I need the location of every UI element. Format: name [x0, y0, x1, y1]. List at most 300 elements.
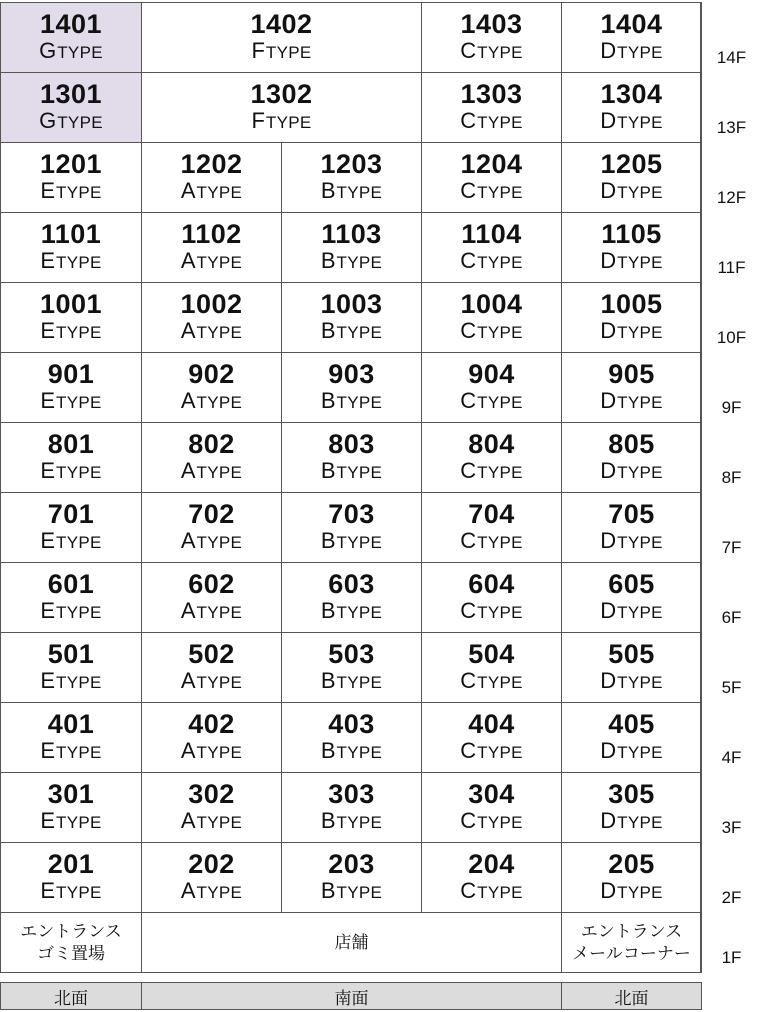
unit-number: 1404	[600, 9, 663, 39]
unit-type-word: TYPE	[477, 813, 523, 832]
unit-type-letter: B	[320, 738, 336, 763]
unit-type-word: TYPE	[265, 113, 312, 132]
unit-number: 803	[328, 429, 375, 459]
shop-cell	[141, 912, 562, 973]
unit-type-word: TYPE	[196, 603, 243, 622]
unit-number: 205	[608, 849, 655, 879]
unit-number: 404	[468, 709, 515, 739]
unit-type-word: TYPE	[477, 743, 523, 762]
unit-type	[460, 529, 523, 555]
unit-number: 903	[328, 359, 375, 389]
unit-cell	[0, 492, 142, 563]
floor-label: 7F	[700, 492, 762, 562]
unit-cell	[421, 772, 562, 843]
unit-type-letter: A	[180, 528, 196, 553]
unit-cell	[0, 702, 142, 773]
unit-type-word: TYPE	[617, 533, 663, 552]
unit-cell	[281, 422, 422, 493]
unit-cell	[141, 772, 282, 843]
unit-cell	[421, 212, 562, 283]
unit-cell	[421, 422, 562, 493]
unit-cell	[561, 282, 702, 353]
unit-type	[39, 109, 103, 135]
unit-type	[40, 809, 101, 835]
unit-type-letter: A	[180, 178, 196, 203]
unit-number: 504	[468, 639, 515, 669]
unit-cell	[281, 352, 422, 423]
unit-cell	[561, 562, 702, 633]
unit-number: 801	[47, 429, 95, 459]
unit-type-word: TYPE	[336, 183, 383, 202]
unit-number: 1104	[461, 219, 522, 249]
unit-number: 1403	[460, 9, 523, 39]
unit-type	[321, 739, 382, 765]
unit-type-letter: B	[320, 528, 336, 553]
unit-cell	[141, 212, 282, 283]
floor-label: 1F	[700, 912, 762, 972]
unit-type-letter: D	[600, 458, 617, 483]
unit-type-word: TYPE	[617, 673, 663, 692]
unit-type-letter: C	[460, 38, 477, 63]
unit-cell	[421, 842, 562, 913]
floor-label: 4F	[700, 702, 762, 772]
unit-type-letter: E	[40, 248, 56, 273]
unit-type	[460, 599, 523, 625]
floor-label: 2F	[700, 842, 762, 912]
unit-type	[600, 879, 663, 905]
unit-type-word: TYPE	[336, 743, 383, 762]
unit-number: 701	[47, 499, 95, 529]
unit-type-word: TYPE	[336, 323, 383, 342]
unit-number: 702	[188, 499, 235, 529]
unit-type-letter: D	[600, 108, 617, 133]
unit-type	[600, 319, 663, 345]
facade-north-left: 北面	[0, 982, 142, 1010]
unit-type	[40, 249, 101, 275]
unit-number: 1203	[320, 149, 383, 179]
unit-cell	[0, 352, 142, 423]
unit-type-letter: D	[600, 318, 617, 343]
unit-type	[181, 459, 242, 485]
unit-number: 301	[47, 779, 95, 809]
unit-type-word: TYPE	[617, 813, 663, 832]
unit-type	[321, 669, 382, 695]
unit-type-letter: D	[600, 248, 617, 273]
entrance-mail-cell	[561, 912, 702, 973]
unit-type	[251, 109, 311, 135]
unit-number: 302	[188, 779, 235, 809]
unit-type-word: TYPE	[336, 463, 383, 482]
unit-type	[600, 809, 663, 835]
unit-type-letter: E	[40, 178, 56, 203]
floor-label: 10F	[700, 282, 762, 352]
unit-number: 805	[608, 429, 655, 459]
unit-type-word: TYPE	[336, 883, 383, 902]
unit-type-letter: A	[180, 388, 196, 413]
unit-type-word: TYPE	[196, 463, 243, 482]
unit-type-word: TYPE	[196, 883, 243, 902]
unit-type	[600, 669, 663, 695]
unit-type-word: TYPE	[265, 43, 312, 62]
unit-number: 601	[47, 569, 95, 599]
unit-number: 904	[468, 359, 515, 389]
unit-cell	[561, 772, 702, 843]
unit-type-letter: A	[180, 738, 196, 763]
unit-type-word: TYPE	[477, 463, 523, 482]
unit-type-word: TYPE	[56, 323, 102, 342]
unit-type-word: TYPE	[336, 533, 383, 552]
unit-type-letter: D	[600, 38, 617, 63]
unit-type	[181, 389, 242, 415]
unit-type-word: TYPE	[617, 883, 663, 902]
unit-number: 802	[188, 429, 235, 459]
unit-cell	[421, 2, 562, 73]
unit-type	[600, 529, 663, 555]
unit-number: 704	[468, 499, 515, 529]
floor-label: 11F	[700, 212, 762, 282]
unit-type	[460, 739, 523, 765]
unit-cell	[0, 842, 142, 913]
unit-type	[321, 599, 382, 625]
unit-type-letter: D	[600, 388, 617, 413]
unit-cell	[421, 562, 562, 633]
ground-label-line: エントランス	[580, 921, 683, 942]
unit-type-letter: B	[320, 178, 336, 203]
unit-type-word: TYPE	[617, 113, 663, 132]
unit-type-word: TYPE	[617, 463, 663, 482]
unit-type-letter: C	[460, 248, 477, 273]
unit-type-letter: G	[39, 38, 57, 63]
unit-cell	[281, 142, 422, 213]
unit-type-word: TYPE	[57, 43, 103, 62]
unit-type-word: TYPE	[477, 883, 523, 902]
unit-type	[40, 599, 101, 625]
unit-cell	[0, 562, 142, 633]
unit-cell	[561, 2, 702, 73]
unit-type-word: TYPE	[477, 673, 523, 692]
unit-type-word: TYPE	[56, 603, 102, 622]
unit-type	[321, 879, 382, 905]
unit-type	[460, 809, 523, 835]
unit-type	[181, 249, 242, 275]
unit-type-letter: C	[460, 738, 477, 763]
entrance-garbage-cell	[0, 912, 142, 973]
unit-type-word: TYPE	[196, 253, 243, 272]
unit-type-letter: B	[320, 808, 336, 833]
unit-cell	[281, 702, 422, 773]
unit-cell	[421, 492, 562, 563]
unit-type-word: TYPE	[477, 183, 523, 202]
unit-type-word: TYPE	[196, 183, 243, 202]
unit-cell	[141, 2, 422, 73]
unit-number: 402	[188, 709, 235, 739]
unit-cell	[561, 842, 702, 913]
unit-type	[39, 39, 103, 65]
unit-cell	[141, 842, 282, 913]
unit-number: 1201	[39, 149, 103, 179]
unit-type	[600, 39, 663, 65]
unit-type-letter: E	[40, 388, 56, 413]
unit-type-word: TYPE	[336, 253, 383, 272]
unit-cell	[141, 492, 282, 563]
unit-type	[460, 179, 523, 205]
unit-type-word: TYPE	[57, 113, 103, 132]
unit-type-letter: B	[320, 248, 336, 273]
unit-type	[460, 39, 523, 65]
unit-cell	[0, 282, 142, 353]
unit-number: 1004	[460, 289, 523, 319]
unit-number: 1402	[250, 9, 313, 39]
unit-number: 1101	[40, 219, 102, 249]
unit-type	[40, 179, 101, 205]
unit-type-letter: B	[320, 878, 336, 903]
unit-number: 603	[328, 569, 375, 599]
unit-type-letter: E	[40, 598, 56, 623]
unit-cell	[561, 142, 702, 213]
unit-type	[600, 739, 663, 765]
unit-number: 304	[468, 779, 515, 809]
unit-type-word: TYPE	[477, 603, 523, 622]
unit-type-word: TYPE	[477, 533, 523, 552]
unit-type-letter: A	[180, 878, 196, 903]
unit-type-word: TYPE	[617, 323, 663, 342]
unit-type-letter: C	[460, 668, 477, 693]
unit-type	[321, 249, 382, 275]
unit-number: 403	[328, 709, 375, 739]
unit-number: 605	[608, 569, 655, 599]
unit-type-word: TYPE	[56, 533, 102, 552]
unit-number: 604	[468, 569, 515, 599]
unit-type-word: TYPE	[617, 183, 663, 202]
unit-cell	[561, 702, 702, 773]
unit-cell	[0, 72, 142, 143]
unit-type-word: TYPE	[617, 603, 663, 622]
unit-type	[181, 669, 242, 695]
unit-number: 1003	[320, 289, 383, 319]
unit-cell	[281, 492, 422, 563]
unit-type-word: TYPE	[56, 183, 102, 202]
unit-type-word: TYPE	[477, 253, 523, 272]
unit-type	[251, 39, 311, 65]
unit-type-letter: E	[40, 528, 56, 553]
unit-type	[460, 669, 523, 695]
unit-number: 902	[188, 359, 235, 389]
unit-cell	[141, 352, 282, 423]
unit-cell	[421, 632, 562, 703]
unit-type-letter: F	[251, 38, 265, 63]
unit-type-word: TYPE	[477, 323, 523, 342]
unit-cell	[421, 352, 562, 423]
unit-cell	[281, 842, 422, 913]
unit-type-letter: A	[180, 458, 196, 483]
unit-number: 1103	[321, 219, 382, 249]
unit-type-letter: C	[460, 528, 477, 553]
unit-type-word: TYPE	[196, 393, 243, 412]
unit-number: 1302	[250, 79, 313, 109]
unit-type-letter: D	[600, 178, 617, 203]
floor-label: 13F	[700, 72, 762, 142]
unit-type	[40, 319, 101, 345]
unit-type	[321, 809, 382, 835]
unit-type-letter: E	[40, 738, 56, 763]
unit-type-letter: C	[460, 178, 477, 203]
unit-number: 303	[328, 779, 375, 809]
unit-type-letter: C	[460, 598, 477, 623]
unit-type	[460, 389, 523, 415]
unit-type-word: TYPE	[477, 393, 523, 412]
unit-cell	[281, 212, 422, 283]
unit-type	[40, 879, 101, 905]
unit-type-word: TYPE	[336, 673, 383, 692]
unit-type-letter: B	[320, 458, 336, 483]
unit-cell	[281, 282, 422, 353]
unit-number: 405	[608, 709, 655, 739]
unit-number: 705	[608, 499, 655, 529]
unit-number: 203	[328, 849, 375, 879]
floor-label: 8F	[700, 422, 762, 492]
unit-type-word: TYPE	[196, 673, 243, 692]
unit-cell	[421, 142, 562, 213]
unit-type	[600, 599, 663, 625]
unit-type-word: TYPE	[56, 883, 102, 902]
unit-cell	[141, 72, 422, 143]
unit-type-word: TYPE	[56, 743, 102, 762]
floor-label: 6F	[700, 562, 762, 632]
unit-cell	[561, 72, 702, 143]
unit-number: 901	[47, 359, 95, 389]
unit-type-letter: A	[180, 808, 196, 833]
unit-number: 305	[608, 779, 655, 809]
unit-type-letter: D	[600, 878, 617, 903]
unit-type-letter: F	[251, 108, 265, 133]
unit-type-word: TYPE	[617, 393, 663, 412]
unit-number: 1005	[600, 289, 663, 319]
unit-cell	[561, 492, 702, 563]
unit-type	[40, 669, 101, 695]
unit-cell	[421, 702, 562, 773]
unit-cell	[141, 422, 282, 493]
unit-type-word: TYPE	[617, 43, 663, 62]
unit-type-letter: C	[460, 318, 477, 343]
unit-type-letter: D	[600, 808, 617, 833]
unit-cell	[141, 632, 282, 703]
unit-type-letter: A	[180, 598, 196, 623]
unit-cell	[0, 142, 142, 213]
unit-type-letter: A	[180, 248, 196, 273]
unit-type	[600, 459, 663, 485]
ground-label-line: 店舗	[334, 932, 369, 953]
unit-type-word: TYPE	[56, 253, 102, 272]
unit-type-word: TYPE	[196, 323, 243, 342]
unit-number: 501	[47, 639, 95, 669]
unit-number: 1205	[600, 149, 663, 179]
unit-type	[40, 459, 101, 485]
floor-label: 12F	[700, 142, 762, 212]
unit-type	[40, 389, 101, 415]
unit-type-letter: C	[460, 808, 477, 833]
unit-type-letter: D	[600, 598, 617, 623]
unit-number: 401	[47, 709, 95, 739]
unit-cell	[561, 632, 702, 703]
unit-type-letter: G	[39, 108, 57, 133]
unit-type-word: TYPE	[56, 673, 102, 692]
unit-type-letter: E	[40, 458, 56, 483]
unit-type-letter: C	[460, 458, 477, 483]
unit-type-word: TYPE	[617, 253, 663, 272]
unit-type-letter: E	[40, 668, 56, 693]
unit-type-letter: B	[320, 668, 336, 693]
floor-label: 3F	[700, 772, 762, 842]
unit-cell	[141, 562, 282, 633]
unit-type-word: TYPE	[196, 743, 243, 762]
unit-cell	[561, 352, 702, 423]
unit-type-word: TYPE	[477, 113, 523, 132]
unit-type	[321, 319, 382, 345]
unit-type	[40, 739, 101, 765]
unit-cell	[0, 212, 142, 283]
unit-number: 505	[608, 639, 655, 669]
unit-type-word: TYPE	[196, 533, 243, 552]
unit-type-letter: A	[180, 318, 196, 343]
unit-type	[460, 459, 523, 485]
floor-label: 5F	[700, 632, 762, 702]
unit-type-letter: E	[40, 318, 56, 343]
unit-cell	[141, 702, 282, 773]
unit-type-word: TYPE	[477, 43, 523, 62]
unit-type	[321, 389, 382, 415]
unit-number: 202	[188, 849, 235, 879]
floor-label: 9F	[700, 352, 762, 422]
unit-type-letter: D	[600, 738, 617, 763]
unit-type-letter: E	[40, 808, 56, 833]
unit-type	[181, 809, 242, 835]
unit-cell	[561, 212, 702, 283]
unit-type	[460, 319, 523, 345]
unit-type-letter: D	[600, 668, 617, 693]
unit-number: 204	[468, 849, 515, 879]
unit-type	[40, 529, 101, 555]
unit-cell	[421, 282, 562, 353]
unit-cell	[281, 632, 422, 703]
unit-number: 1304	[600, 79, 663, 109]
unit-number: 1303	[460, 79, 523, 109]
ground-label-line: メールコーナー	[572, 943, 691, 964]
unit-type	[321, 459, 382, 485]
unit-type-letter: A	[180, 668, 196, 693]
unit-type	[600, 389, 663, 415]
unit-type-word: TYPE	[336, 393, 383, 412]
unit-number: 1105	[601, 219, 662, 249]
unit-type	[321, 179, 382, 205]
unit-type	[460, 109, 523, 135]
unit-type-word: TYPE	[336, 813, 383, 832]
facade-south: 南面	[141, 982, 562, 1010]
unit-type	[321, 529, 382, 555]
unit-number: 1001	[39, 289, 103, 319]
unit-type-word: TYPE	[56, 813, 102, 832]
unit-number: 1301	[39, 79, 103, 109]
unit-number: 1204	[460, 149, 523, 179]
unit-type-word: TYPE	[56, 463, 102, 482]
unit-type	[181, 599, 242, 625]
unit-type-word: TYPE	[617, 743, 663, 762]
unit-type	[181, 529, 242, 555]
unit-number: 503	[328, 639, 375, 669]
unit-type	[600, 109, 663, 135]
unit-type-letter: E	[40, 878, 56, 903]
unit-number: 1102	[181, 219, 242, 249]
unit-type	[181, 179, 242, 205]
